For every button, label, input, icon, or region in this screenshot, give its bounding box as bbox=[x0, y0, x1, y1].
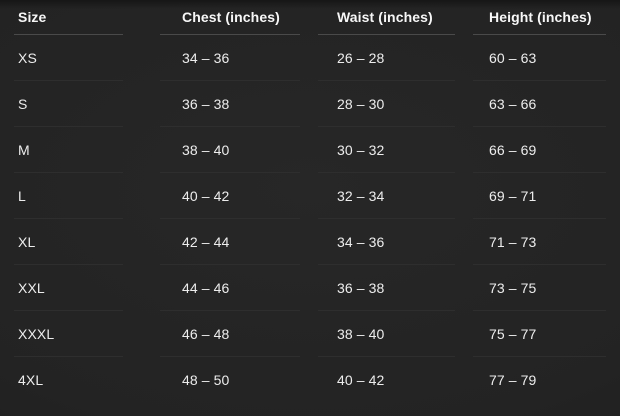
column-header-chest: Chest (inches) bbox=[160, 0, 300, 35]
table-row bbox=[0, 81, 620, 127]
chest-cell: 44 – 46 bbox=[160, 265, 300, 311]
chest-cell: 48 – 50 bbox=[182, 372, 230, 388]
size-cell: XL bbox=[14, 219, 123, 265]
height-cell: 71 – 73 bbox=[473, 219, 606, 265]
height-cell: 66 – 69 bbox=[473, 127, 606, 173]
size-cell: XS bbox=[14, 35, 123, 81]
column-header-waist: Waist (inches) bbox=[318, 0, 455, 35]
height-cell: 73 – 75 bbox=[473, 265, 606, 311]
chest-cell: 46 – 48 bbox=[160, 311, 300, 357]
waist-cell: 30 – 32 bbox=[318, 127, 455, 173]
waist-cell: 38 – 40 bbox=[318, 311, 455, 357]
waist-cell: 36 – 38 bbox=[318, 265, 455, 311]
size-cell: L bbox=[14, 173, 123, 219]
table-row bbox=[0, 173, 620, 219]
table-row bbox=[0, 35, 620, 81]
size-cell: 4XL bbox=[18, 372, 44, 388]
table-row bbox=[0, 311, 620, 357]
waist-cell: 34 – 36 bbox=[318, 219, 455, 265]
size-cell: S bbox=[14, 81, 123, 127]
waist-cell: 40 – 42 bbox=[337, 372, 385, 388]
chest-cell: 38 – 40 bbox=[160, 127, 300, 173]
table-row bbox=[0, 357, 620, 403]
table-header-row bbox=[0, 0, 620, 35]
size-cell: XXXL bbox=[14, 311, 123, 357]
table-row bbox=[0, 127, 620, 173]
chest-cell: 40 – 42 bbox=[160, 173, 300, 219]
chest-cell: 34 – 36 bbox=[160, 35, 300, 81]
chest-cell: 36 – 38 bbox=[160, 81, 300, 127]
chest-cell: 42 – 44 bbox=[160, 219, 300, 265]
height-cell: 69 – 71 bbox=[473, 173, 606, 219]
size-cell: M bbox=[14, 127, 123, 173]
size-cell: XXL bbox=[14, 265, 123, 311]
column-header-height: Height (inches) bbox=[473, 0, 606, 35]
waist-cell: 32 – 34 bbox=[318, 173, 455, 219]
table-row bbox=[0, 265, 620, 311]
column-header-size: Size bbox=[14, 0, 123, 35]
table-row bbox=[0, 219, 620, 265]
height-cell: 60 – 63 bbox=[473, 35, 606, 81]
waist-cell: 28 – 30 bbox=[318, 81, 455, 127]
waist-cell: 26 – 28 bbox=[318, 35, 455, 81]
height-cell: 75 – 77 bbox=[473, 311, 606, 357]
height-cell: 63 – 66 bbox=[473, 81, 606, 127]
height-cell: 77 – 79 bbox=[489, 372, 537, 388]
